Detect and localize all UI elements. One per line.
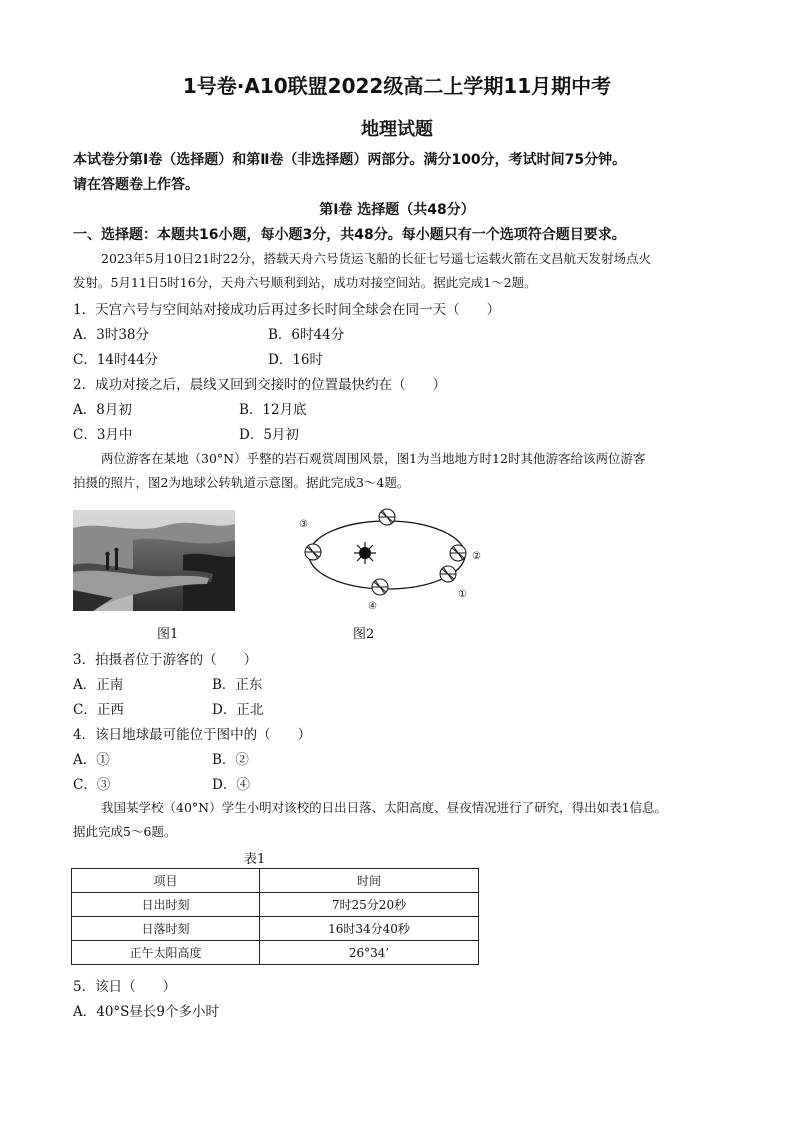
orbit-label-4: ④	[368, 601, 377, 612]
earth-icon-lower-right	[440, 566, 456, 582]
figure2-caption: 图2	[353, 627, 375, 642]
table-row	[72, 941, 479, 965]
table-cell: 7时25分20秒	[260, 893, 479, 917]
table-row	[72, 917, 479, 941]
q2-option-c: C．3月中	[73, 427, 133, 443]
q4-option-a: A．①	[73, 752, 110, 768]
q2-option-d: D．5月初	[239, 427, 299, 443]
table-cell: 16时34分40秒	[260, 917, 479, 941]
table1-caption: 表1	[244, 852, 266, 867]
orbit-label-2: ②	[472, 551, 481, 562]
figure1-caption: 图1	[157, 627, 179, 642]
q1-option-c: C．14时44分	[73, 352, 159, 368]
material2-line-1: 两位游客在某地（30°N）乎整的岩石观赏周围风景，图1为当地地方时12时其他游客给该两位游客	[101, 451, 646, 466]
q2-option-b: B．12月底	[239, 402, 307, 418]
earth-icon-right	[450, 545, 466, 561]
earth-icon-top	[379, 509, 395, 525]
table-header-row	[72, 869, 479, 893]
q1-option-a: A．3时38分	[73, 327, 150, 343]
table-header-item: 项目	[72, 869, 260, 893]
section1-instruction: 一、选择题：本题共16小题，每小题3分，共48分。每小题只有一个选项符合题目要求。	[73, 227, 626, 243]
table-cell: 26°34’	[260, 941, 479, 965]
q3-option-d: D．正北	[212, 702, 264, 718]
q5-option-a: A．40°S昼长9个多小时	[73, 1004, 220, 1020]
q5-stem: 5．该日（ ）	[73, 979, 177, 995]
figure2-orbit-diagram	[295, 505, 495, 615]
material1-line-1: 2023年5月10日21时22分，搭载天舟六号货运飞船的长征七号遥七运载火箭在文昌航天发射场点火	[101, 251, 651, 266]
table-row	[72, 893, 479, 917]
q3-option-c: C．正西	[73, 702, 124, 718]
table-cell: 日落时刻	[72, 917, 260, 941]
material3-line-1: 我国某学校（40°N）学生小明对该校的日出日落、太阳高度、昼夜情况进行了研究，得出如表1信息。	[101, 800, 668, 815]
table-cell: 日出时刻	[72, 893, 260, 917]
q2-stem: 2．成功对接之后，晨线又回到交接时的位置最快约在（ ）	[73, 377, 447, 393]
q4-option-d: D．④	[212, 777, 250, 793]
orbit-label-1: ①	[458, 589, 467, 600]
material2-line-2: 拍摄的照片，图2为地球公转轨道示意图。据此完成3～4题。	[73, 475, 410, 490]
orbit-label-3: ③	[299, 519, 308, 530]
q4-option-c: C．③	[73, 777, 111, 793]
q1-option-d: D．16时	[268, 352, 324, 368]
table1	[71, 868, 479, 965]
table-cell: 正午太阳高度	[72, 941, 260, 965]
q4-option-b: B．②	[212, 752, 249, 768]
q3-stem: 3．拍摄者位于游客的（ ）	[73, 652, 258, 668]
intro-line-2: 请在答题卷上作答。	[73, 177, 199, 193]
figure1-photo	[73, 510, 235, 611]
q2-option-a: A．8月初	[73, 402, 132, 418]
q3-option-a: A．正南	[73, 677, 124, 693]
exam-subtitle: 地理试题	[361, 119, 433, 140]
q1-stem: 1．天宫六号与空间站对接成功后再过多长时间全球会在同一天（ ）	[73, 302, 501, 318]
material1-line-2: 发射。5月11日5时16分，天舟六号顺利到站，成功对接空间站。据此完成1～2题。	[73, 275, 537, 290]
table-header-time: 时间	[260, 869, 479, 893]
section1-heading: 第Ⅰ卷 选择题（共48分）	[319, 202, 475, 218]
q4-stem: 4．该日地球最可能位于图中的（ ）	[73, 727, 312, 743]
earth-icon-bottom	[372, 579, 388, 595]
q3-option-b: B．正东	[212, 677, 263, 693]
earth-icon-left	[305, 544, 321, 560]
sun-icon	[354, 542, 376, 564]
cliff-photo-image	[73, 510, 235, 611]
intro-line-1: 本试卷分第Ⅰ卷（选择题）和第Ⅱ卷（非选择题）两部分。满分100分，考试时间75分钟。	[73, 152, 627, 168]
q1-option-b: B．6时44分	[268, 327, 345, 343]
material3-line-2: 据此完成5～6题。	[73, 824, 177, 839]
exam-title: 1号卷·A10联盟2022级高二上学期11月期中考	[182, 74, 612, 98]
